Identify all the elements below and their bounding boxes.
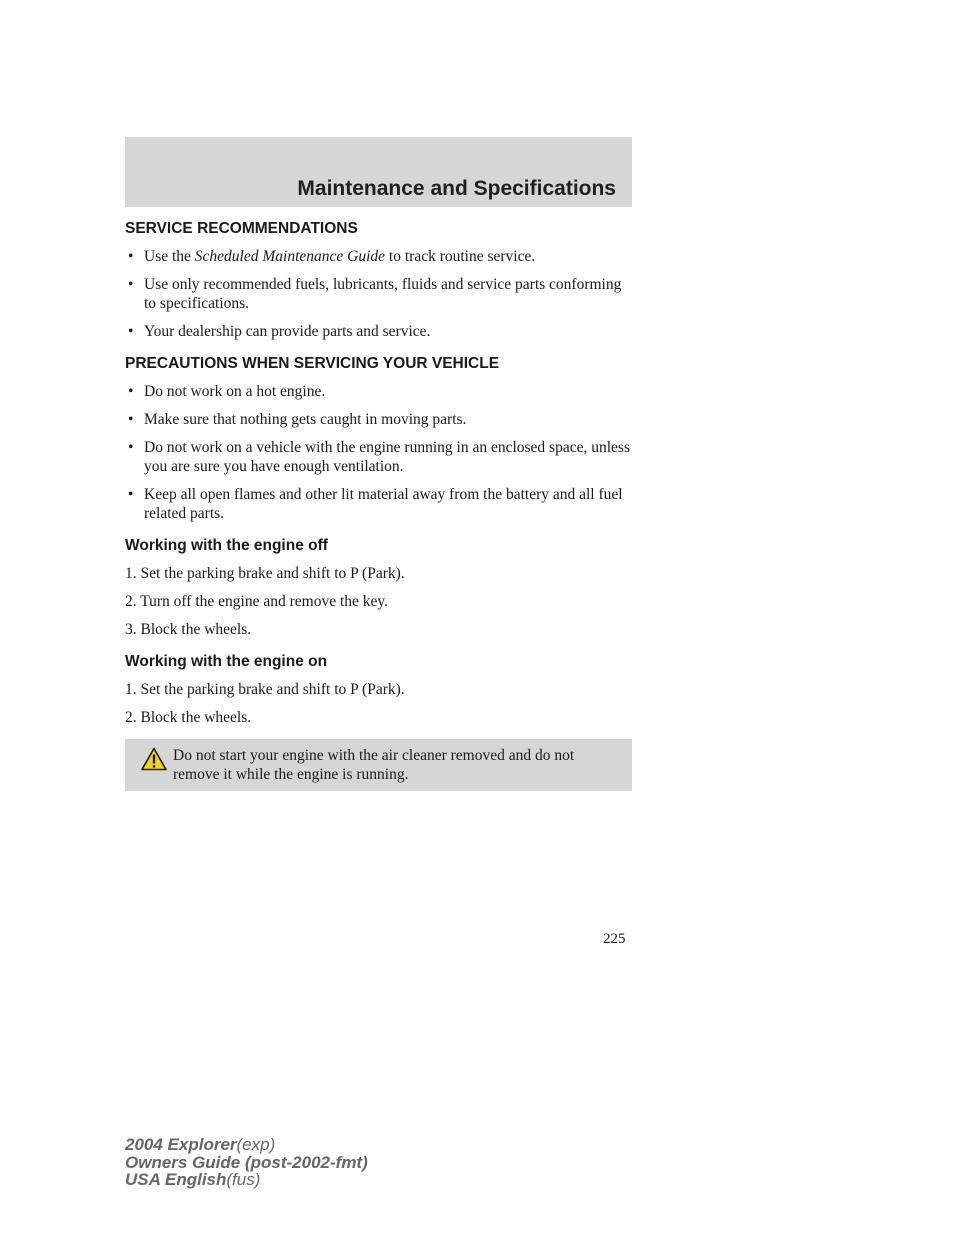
precautions-heading: PRECAUTIONS WHEN SERVICING YOUR VEHICLE <box>125 355 500 372</box>
footer-line-language: USA English(fus) <box>125 1170 261 1189</box>
service-recommendations-list <box>125 247 632 341</box>
section-header-band <box>125 137 632 207</box>
step-item: 1. Set the parking brake and shift to P (Park). <box>125 681 405 698</box>
bullet-icon: • <box>128 276 134 293</box>
list-item: • Do not work on a vehicle with the engine running in an enclosed space, unless you are sure you have enough ventilation. <box>128 439 630 475</box>
engine-on-steps <box>125 680 632 727</box>
warning-triangle-icon <box>141 747 167 771</box>
section-title: Maintenance and Specifications <box>297 177 616 200</box>
engine-on-heading: Working with the engine on <box>125 653 328 670</box>
page-content <box>125 220 632 791</box>
bullet-icon: • <box>128 486 134 503</box>
list-item: • Use the Scheduled Maintenance Guide to track routine service. <box>128 248 536 265</box>
service-recommendations-heading: SERVICE RECOMMENDATIONS <box>125 220 358 237</box>
step-item: 1. Set the parking brake and shift to P (Park). <box>125 565 405 582</box>
list-item: • Use only recommended fuels, lubricants, fluids and service parts conforming to specifications. <box>128 276 622 312</box>
footer-line-model: 2004 Explorer(exp) <box>125 1135 276 1154</box>
step-item: 2. Block the wheels. <box>125 709 252 726</box>
page-number: 225 <box>603 931 626 947</box>
list-item: • Do not work on a hot engine. <box>128 383 326 400</box>
engine-off-steps <box>125 564 632 639</box>
engine-off-heading: Working with the engine off <box>125 537 328 554</box>
bullet-icon: • <box>128 411 134 428</box>
list-item: • Make sure that nothing gets caught in moving parts. <box>128 411 467 428</box>
step-item: 3. Block the wheels. <box>125 621 252 638</box>
warning-box <box>125 739 632 791</box>
step-item: 2. Turn off the engine and remove the key. <box>125 593 389 610</box>
document-footer <box>125 1136 368 1189</box>
warning-text: Do not start your engine with the air cleaner removed and do not remove it while the engine is running. <box>173 747 575 783</box>
bullet-icon: • <box>128 383 134 400</box>
guide-title: Scheduled Maintenance Guide <box>194 248 386 265</box>
bullet-icon: • <box>128 248 134 265</box>
bullet-icon: • <box>128 323 134 340</box>
list-item: • Your dealership can provide parts and service. <box>128 323 431 340</box>
bullet-icon: • <box>128 439 134 456</box>
list-item: • Keep all open flames and other lit material away from the battery and all fuel related parts. <box>128 486 623 522</box>
footer-line-guide: Owners Guide (post-2002-fmt) <box>125 1152 368 1172</box>
precautions-list <box>125 382 632 523</box>
